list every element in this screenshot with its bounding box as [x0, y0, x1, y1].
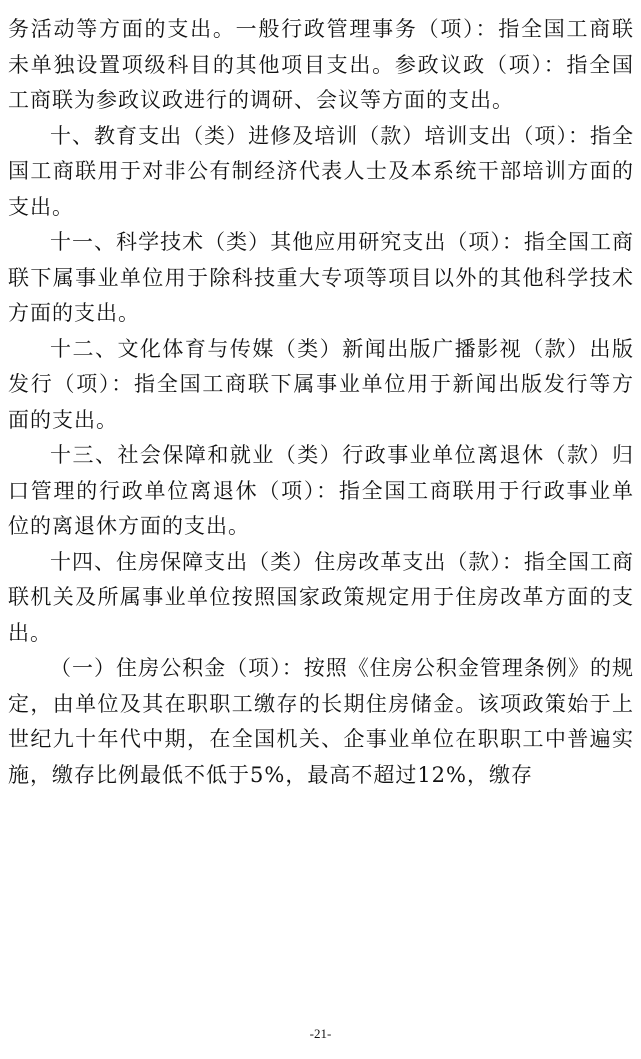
body-text — [8, 12, 634, 793]
paragraph: 十、教育支出（类）进修及培训（款）培训支出（项）：指全国工商联用于对非公有制经济代表人士及本系统干部培训方面的支出。 — [8, 123, 634, 219]
page-number: -21- — [309, 1026, 332, 1041]
paragraph: 十二、文化体育与传媒（类）新闻出版广播影视（款）出版发行（项）：指全国工商联下属事业单位用于新闻出版发行等方面的支出。 — [8, 336, 634, 432]
paragraph: 十三、社会保障和就业（类）行政事业单位离退休（款）归口管理的行政单位离退休（项）：指全国工商联用于行政事业单位的离退休方面的支出。 — [8, 443, 634, 538]
paragraph: （一）住房公积金（项）：按照《住房公积金管理条例》的规定，由单位及其在职职工缴存的长期住房储金。该项政策始于上世纪九十年代中期，在全国机关、企事业单位在职职工中普遍实施，缴存比例最低不低于5%，最高不超过12%，缴存 — [8, 656, 634, 787]
paragraph: 务活动等方面的支出。一般行政管理事务（项）：指全国工商联未单独设置项级科目的其他项目支出。参政议政（项）：指全国工商联为参政议政进行的调研、会议等方面的支出。 — [8, 17, 634, 112]
paragraph: 十一、科学技术（类）其他应用研究支出（项）：指全国工商联下属事业单位用于除科技重大专项等项目以外的其他科学技术方面的支出。 — [8, 230, 634, 325]
paragraph: 十四、住房保障支出（类）住房改革支出（款）：指全国工商联机关及所属事业单位按照国家政策规定用于住房改革方面的支出。 — [8, 549, 634, 645]
